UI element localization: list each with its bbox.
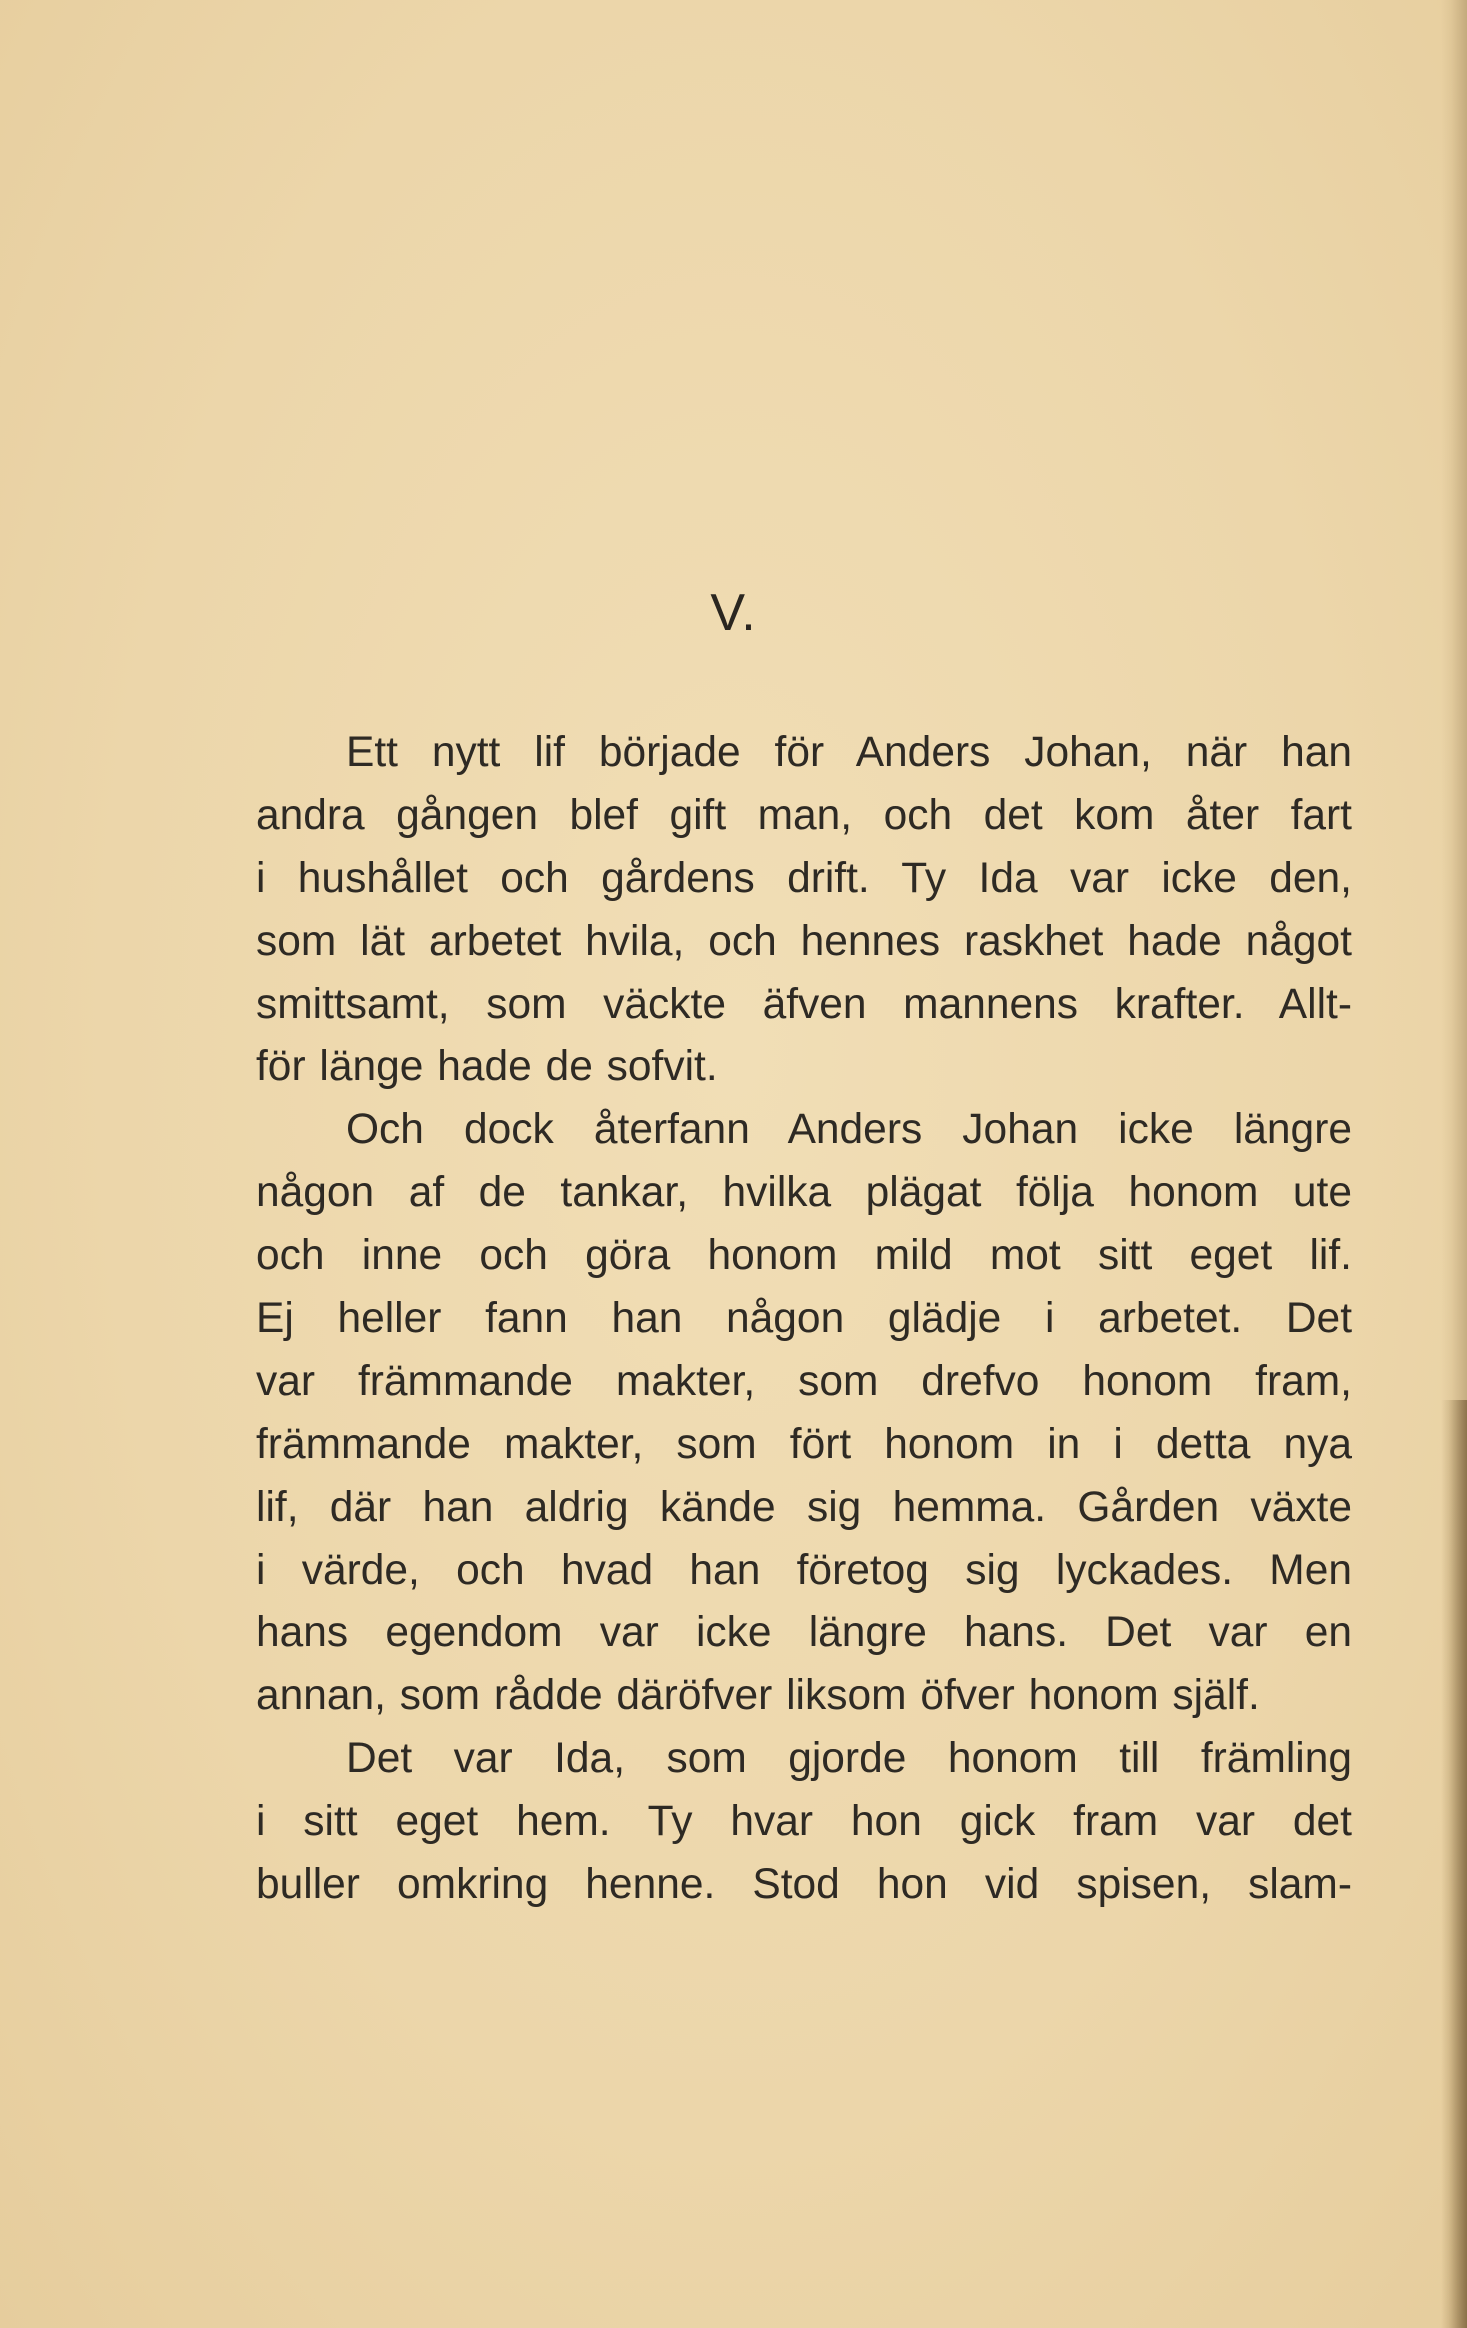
text-line: i hushållet och gårdens drift. Ty Ida var icke den, — [256, 854, 1352, 902]
text-line: var främmande makter, som drefvo honom fram, — [256, 1357, 1352, 1405]
text-line: andra gången blef gift man, och det kom åter fart — [256, 791, 1352, 839]
text-line: för länge hade de sofvit. — [256, 1043, 718, 1091]
text-line: Ej heller fann han någon glädje i arbetet. Det — [256, 1295, 1352, 1343]
body-text — [256, 722, 1352, 1917]
text-line: som lät arbetet hvila, och hennes raskhet hade något — [256, 917, 1352, 965]
text-line: i värde, och hvad han företog sig lyckades. Men — [256, 1546, 1352, 1594]
text-line: buller omkring henne. Stod hon vid spisen, slam- — [256, 1861, 1352, 1909]
text-line: smittsamt, som väckte äfven mannens krafter. Allt- — [256, 980, 1352, 1028]
text-line: Och dock återfann Anders Johan icke längre — [346, 1106, 1352, 1154]
page-edge-shadow-lower — [1441, 1400, 1467, 2328]
text-line: hans egendom var icke längre hans. Det var en — [256, 1609, 1352, 1657]
text-line: och inne och göra honom mild mot sitt eget lif. — [256, 1232, 1352, 1280]
text-line: någon af de tankar, hvilka plägat följa honom ute — [256, 1169, 1352, 1217]
chapter-heading: V. — [710, 584, 757, 642]
text-line: annan, som rådde däröfver liksom öfver honom själf. — [256, 1672, 1260, 1720]
text-line: lif, där han aldrig kände sig hemma. Gården växte — [256, 1483, 1352, 1531]
text-line: Det var Ida, som gjorde honom till främling — [346, 1735, 1352, 1783]
text-line: i sitt eget hem. Ty hvar hon gick fram var det — [256, 1798, 1352, 1846]
text-line: Ett nytt lif började för Anders Johan, när han — [346, 729, 1352, 776]
text-line: främmande makter, som fört honom in i detta nya — [256, 1420, 1352, 1468]
